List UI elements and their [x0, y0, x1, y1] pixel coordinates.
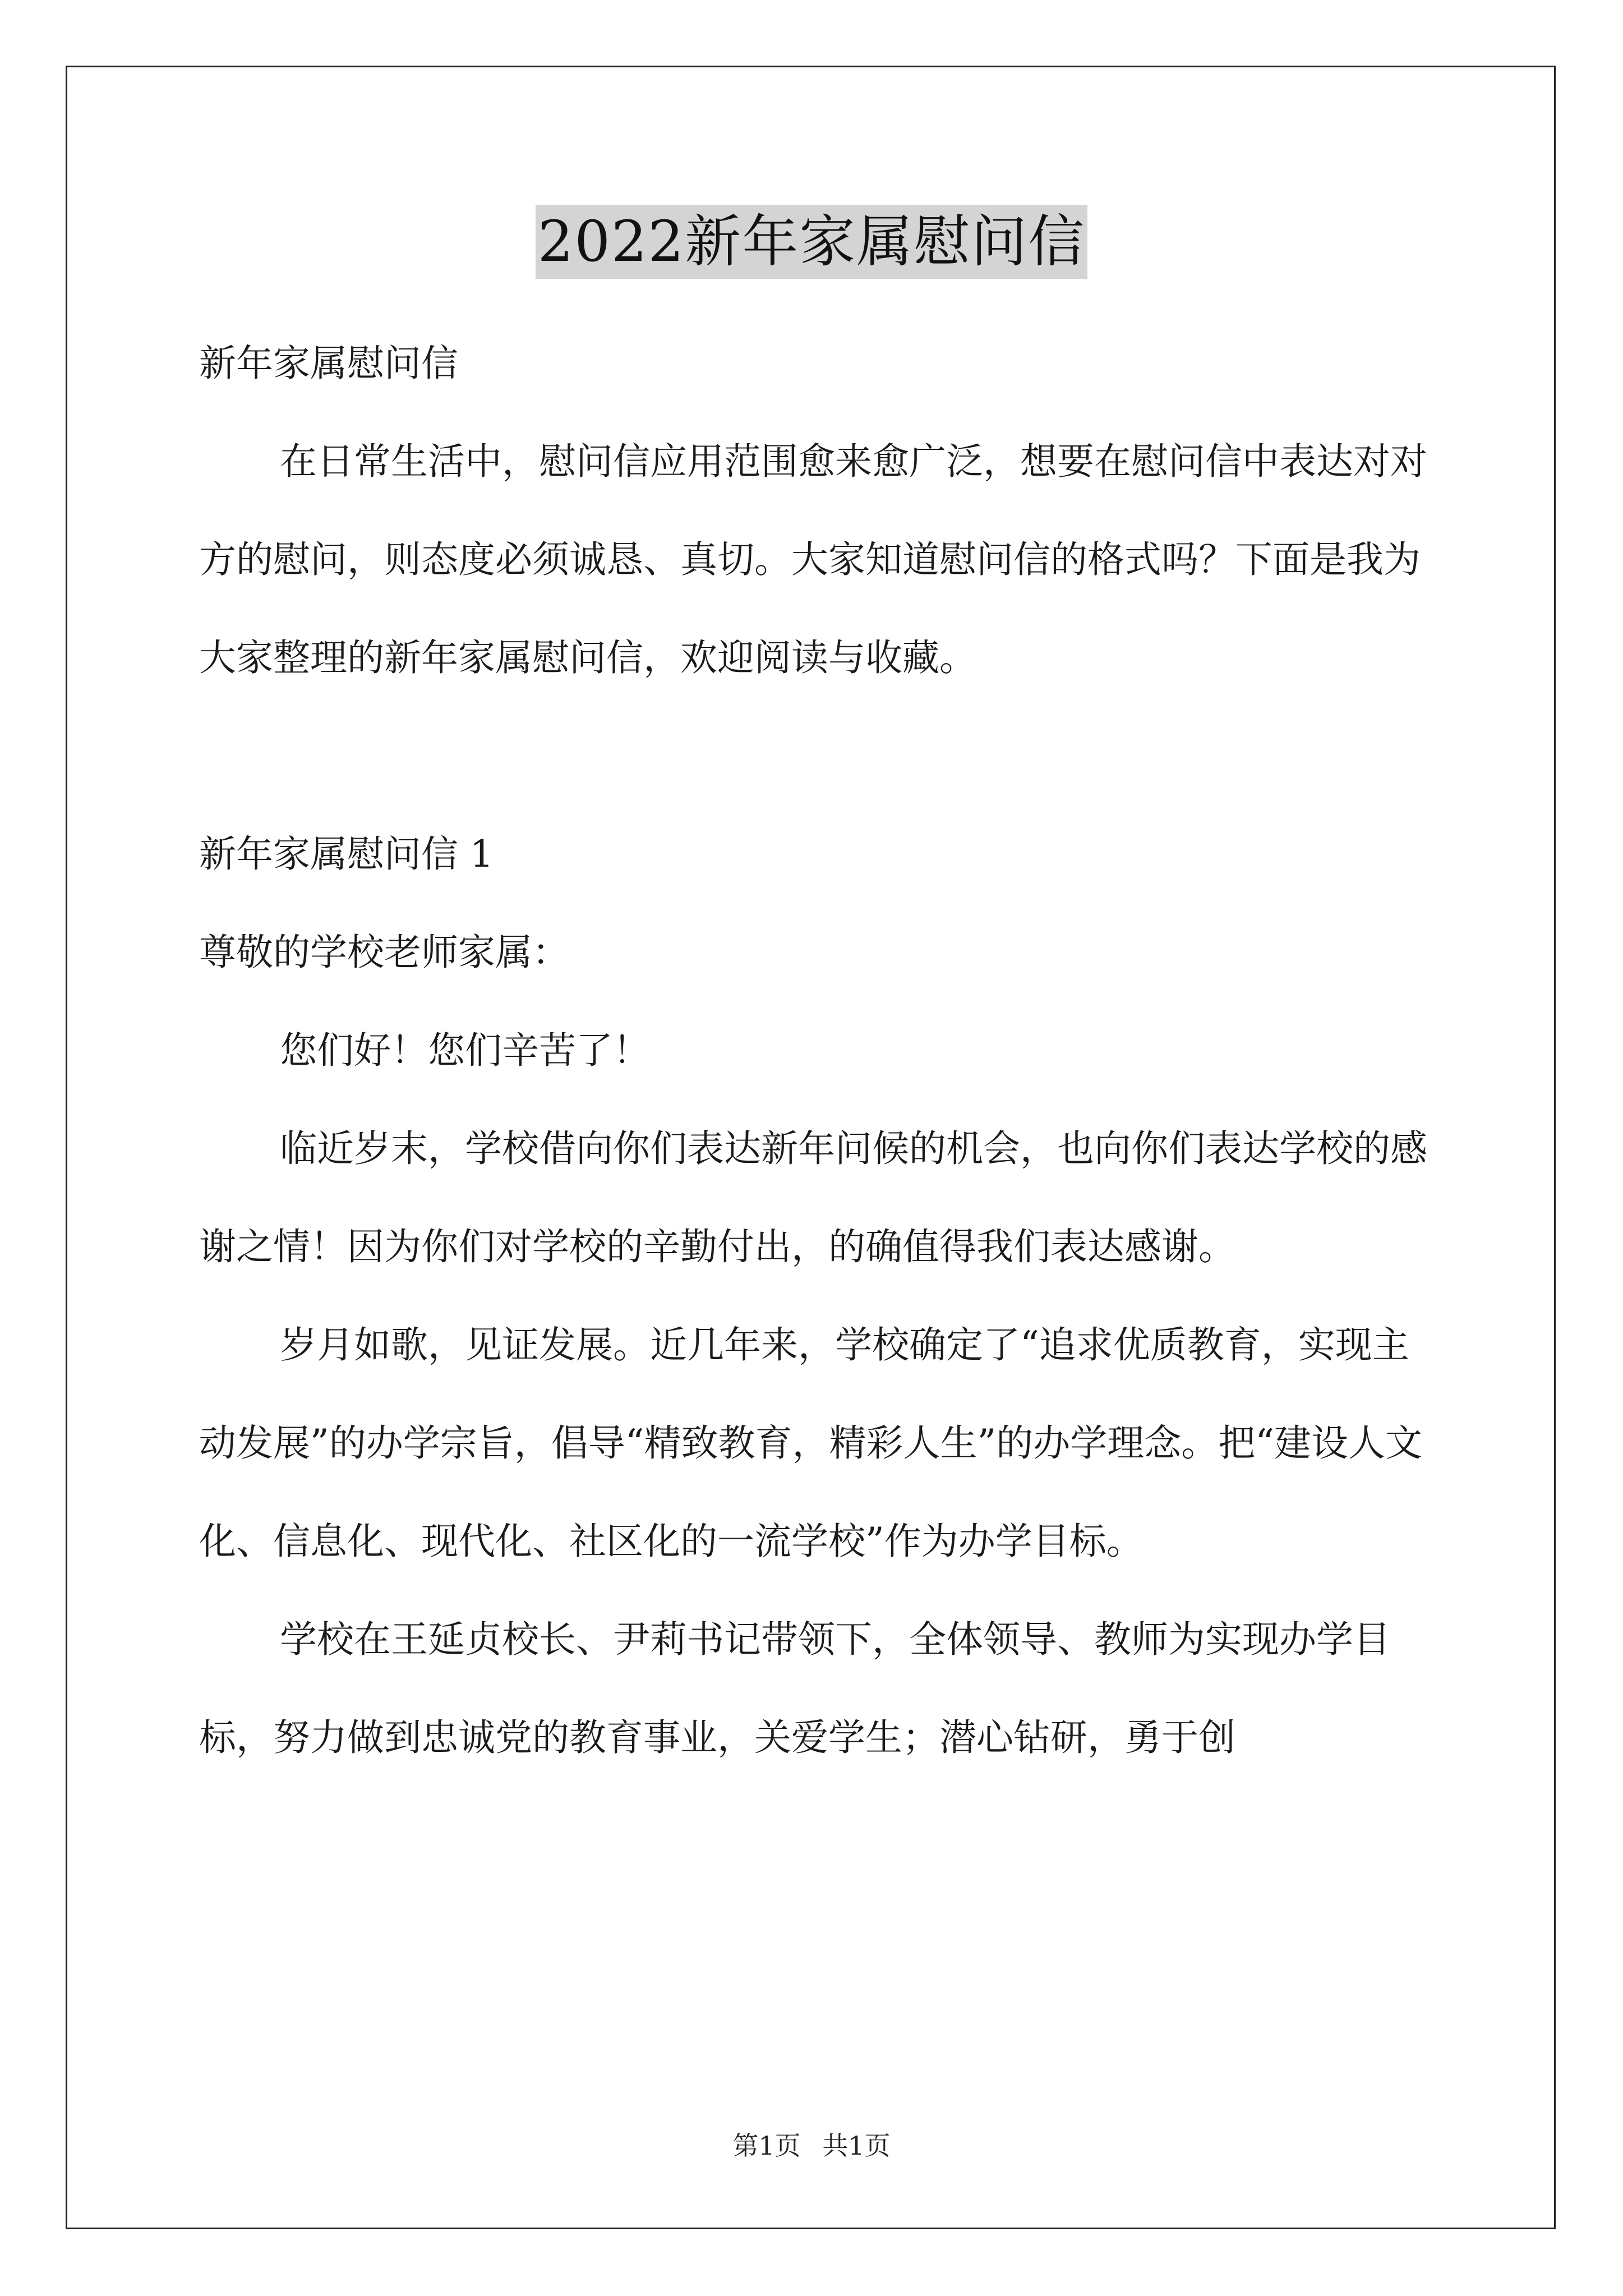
document-body: [199, 314, 1441, 1787]
body-paragraph: 临近岁末，学校借向你们表达新年问候的机会，也向你们表达学校的感谢之情！因为你们对学校的辛勤付出，的确值得我们表达感谢。: [199, 1127, 1427, 1268]
page-total: 共1页: [822, 2131, 891, 2161]
intro-paragraph: 在日常生活中，慰问信应用范围愈来愈广泛，想要在慰问信中表达对对方的慰问，则态度必须诚恳、真切。大家知道慰问信的格式吗？下面是我为大家整理的新年家属慰问信，欢迎阅读与收藏。: [199, 440, 1427, 679]
body-paragraph: 学校在王延贞校长、尹莉书记带领下，全体领导、教师为实现办学目标，努力做到忠诚党的教育事业，关爱学生；潜心钻研，勇于创: [199, 1618, 1390, 1759]
title-container: [0, 205, 1623, 279]
section-gap: [199, 707, 1441, 805]
salutation: 尊敬的学校老师家属：: [199, 931, 569, 974]
page-number: 第1页: [732, 2131, 801, 2161]
body-paragraph: 岁月如歌，见证发展。近几年来，学校确定了“追求优质教育，实现主动发展”的办学宗旨，倡导“精致教育，精彩人生”的办学理念。把“建设人文化、信息化、现代化、社区化的一流学校”作为办学目标。: [199, 1323, 1422, 1563]
document-title: 2022新年家属慰问信: [536, 205, 1088, 279]
body-paragraph: 您们好！您们辛苦了！: [280, 1029, 650, 1072]
page-footer: [0, 2129, 1623, 2162]
document-subtitle: 新年家属慰问信: [199, 342, 458, 385]
section-heading: 新年家属慰问信 1: [199, 832, 494, 876]
